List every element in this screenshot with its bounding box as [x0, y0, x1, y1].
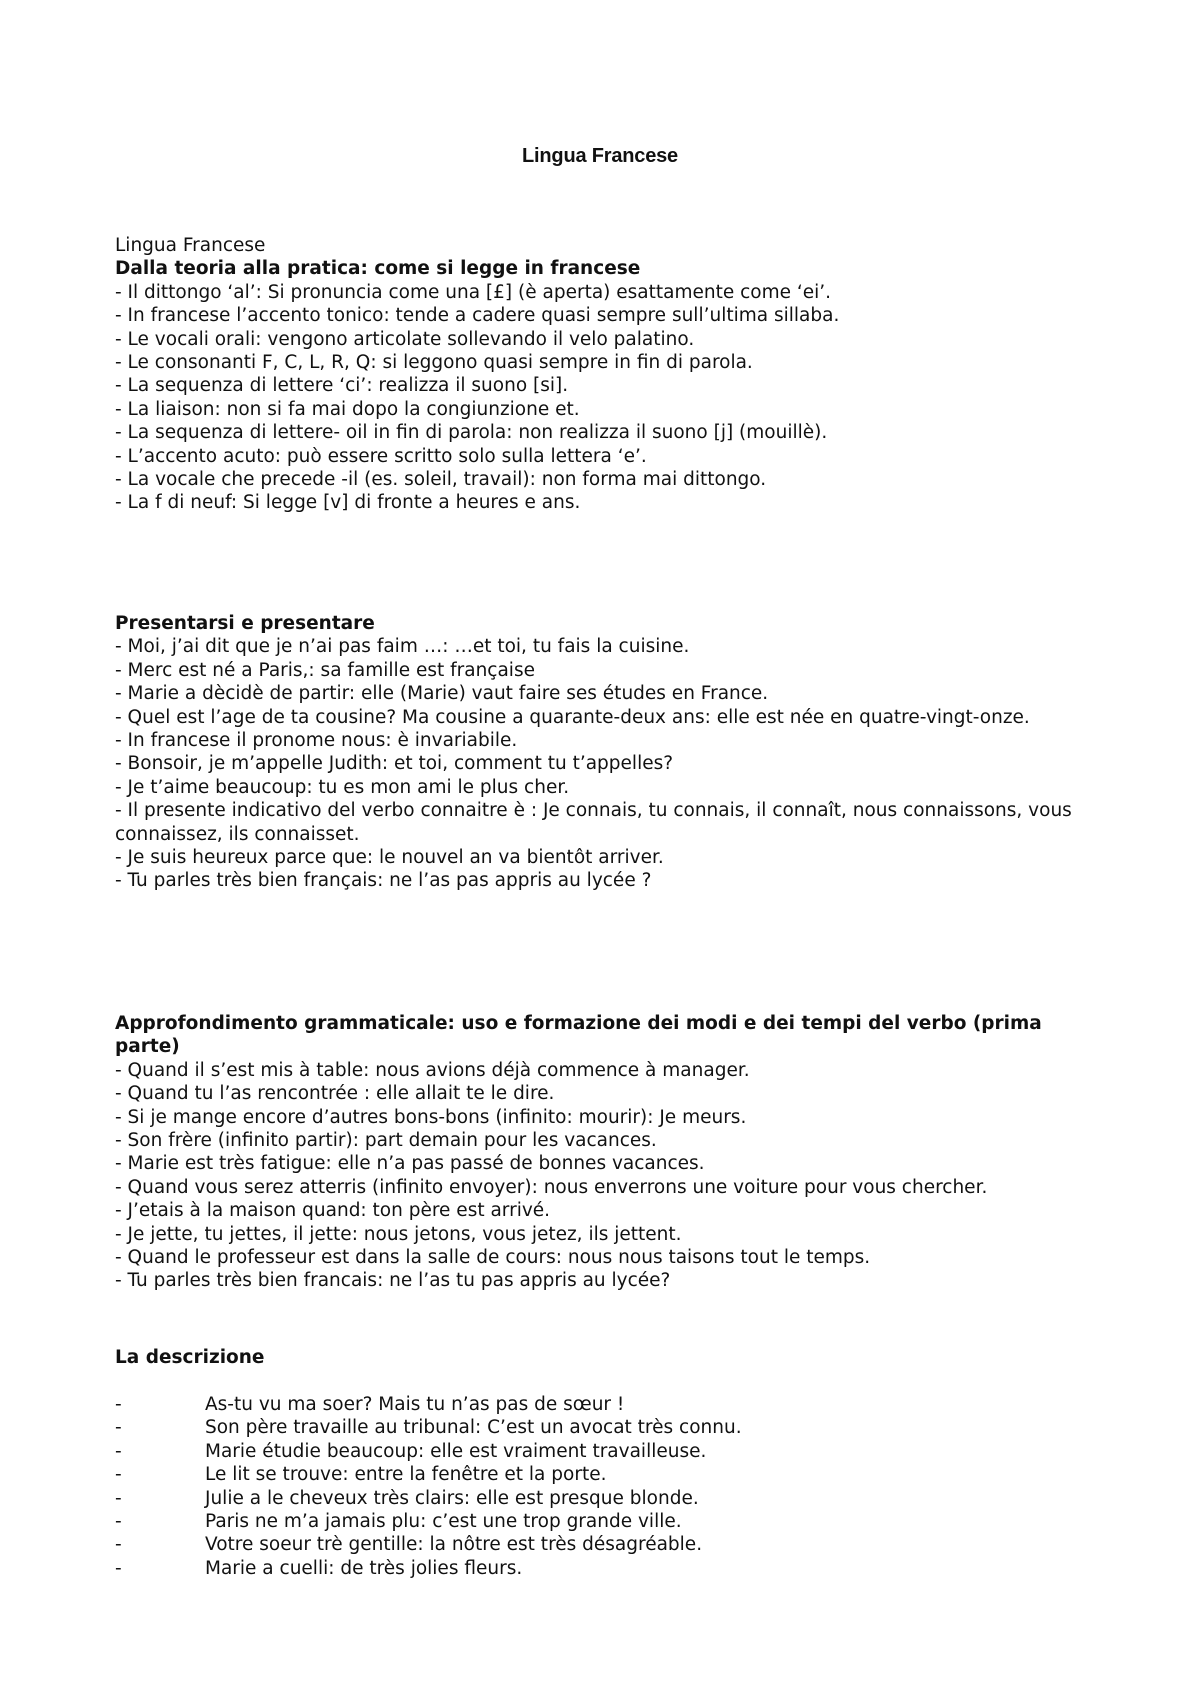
list-item: - Il dittongo ‘al’: Si pronuncia come una [£] (è aperta) esattamente come ‘ei’. — [115, 281, 832, 303]
list-item — [115, 1463, 1105, 1486]
list-item — [115, 1393, 1105, 1416]
list-item: - Je jette, tu jettes, il jette: nous jetons, vous jetez, ils jettent. — [115, 1223, 682, 1245]
list-item: - Marie est très fatigue: elle n’a pas passé de bonnes vacances. — [115, 1153, 705, 1175]
section-heading: Dalla teoria alla pratica: come si legge in francese — [115, 258, 641, 280]
section-grammar — [115, 1012, 1075, 1293]
list-item — [115, 1487, 1105, 1510]
list-item: - Quand le professeur est dans la salle de cours: nous nous taisons tout le temps. — [115, 1247, 871, 1269]
list-item-text: As-tu vu ma soer? Mais tu n’as pas de sœur ! — [205, 1394, 625, 1415]
section-heading: Approfondimento grammaticale: uso e formazione dei modi e dei tempi del verbo (prima parte) — [115, 1013, 1042, 1058]
section-presentations — [115, 612, 1075, 893]
description-list — [115, 1393, 1105, 1580]
list-item: - Il presente indicativo del verbo connaitre è : Je connais, tu connais, il connaît, nous connaissons, vous connaissez, ils connaisset. — [115, 800, 1072, 845]
list-item-text: Paris ne m’a jamais plu: c’est une trop grande ville. — [205, 1510, 682, 1532]
list-dash: - — [115, 1464, 122, 1486]
list-item: - Marie a dècidè de partir: elle (Marie) vaut faire ses études en France. — [115, 683, 769, 705]
list-item: - J’etais à la maison quand: ton père est arrivé. — [115, 1200, 551, 1222]
list-item-text: Marie étudie beaucoup: elle est vraiment travailleuse. — [205, 1440, 707, 1462]
list-item: - Quel est l’age de ta cousine? Ma cousine a quarante-deux ans: elle est née en quatre-vingt-onze. — [115, 706, 1030, 728]
list-item: - La vocale che precede -il (es. soleil, travail): non forma mai dittongo. — [115, 469, 767, 491]
list-dash: - — [115, 1510, 122, 1532]
list-item: - La liaison: non si fa mai dopo la congiunzione et. — [115, 398, 580, 420]
list-dash: - — [115, 1487, 122, 1509]
list-item: - Si je mange encore d’autres bons-bons (infinito: mourir): Je meurs. — [115, 1106, 747, 1128]
list-item: - Merc est né a Paris,: sa famille est française — [115, 659, 535, 681]
section-reading-rules — [115, 234, 1105, 515]
list-item-text: Julie a le cheveux très clairs: elle est presque blonde. — [205, 1487, 699, 1509]
page-title: Lingua Francese — [522, 145, 678, 167]
list-item: - Son frère (infinito partir): part demain pour les vacances. — [115, 1130, 657, 1152]
list-item: - Tu parles très bien francais: ne l’as tu pas appris au lycée? — [115, 1270, 671, 1292]
list-item — [115, 1510, 1105, 1533]
section-description — [115, 1346, 1105, 1369]
section-heading: Presentarsi e presentare — [115, 613, 375, 634]
section-pre-label: Lingua Francese — [115, 235, 266, 256]
section-heading: La descrizione — [115, 1347, 265, 1368]
list-item: - In francese l’accento tonico: tende a cadere quasi sempre sull’ultima sillaba. — [115, 305, 840, 327]
list-dash: - — [115, 1394, 122, 1415]
list-item-text: Marie a cuelli: de très jolies fleurs. — [205, 1557, 523, 1579]
list-item-text: Son père travaille au tribunal: C’est un avocat très connu. — [205, 1417, 742, 1439]
list-item: - Tu parles très bien français: ne l’as pas appris au lycée ? — [115, 870, 652, 892]
list-dash: - — [115, 1417, 122, 1439]
list-item: - Quand il s’est mis à table: nous avions déjà commence à manager. — [115, 1059, 750, 1081]
list-item: - Je suis heureux parce que: le nouvel an va bientôt arriver. — [115, 847, 664, 869]
list-item: - In francese il pronome nous: è invariabile. — [115, 730, 518, 752]
list-item: - Quand vous serez atterris (infinito envoyer): nous enverrons une voiture pour vous chercher. — [115, 1176, 988, 1198]
list-item — [115, 1557, 1105, 1580]
list-dash: - — [115, 1440, 122, 1462]
list-item — [115, 1440, 1105, 1463]
list-item: - L’accento acuto: può essere scritto solo sulla lettera ‘e’. — [115, 445, 647, 467]
list-item: - Quand tu l’as rencontrée : elle allait te le dire. — [115, 1083, 555, 1105]
list-item — [115, 1416, 1105, 1439]
list-item: - La f di neuf: Si legge [v] di fronte a heures e ans. — [115, 492, 581, 514]
list-item: - Le consonanti F, C, L, R, Q: si leggono quasi sempre in fin di parola. — [115, 352, 753, 374]
list-dash: - — [115, 1557, 122, 1579]
list-item: - La sequenza di lettere- oil in fin di parola: non realizza il suono [j] (mouillè). — [115, 422, 828, 444]
list-item-text: Le lit se trouve: entre la fenêtre et la porte. — [205, 1464, 607, 1486]
list-item: - Bonsoir, je m’appelle Judith: et toi, comment tu t’appelles? — [115, 753, 674, 775]
list-item: - Moi, j’ai dit que je n’ai pas faim …: …et toi, tu fais la cuisine. — [115, 636, 690, 658]
list-item: - Le vocali orali: vengono articolate sollevando il velo palatino. — [115, 328, 695, 350]
list-item: - La sequenza di lettere ‘ci’: realizza il suono [si]. — [115, 375, 569, 397]
list-dash: - — [115, 1534, 122, 1556]
list-item — [115, 1533, 1105, 1556]
list-item: - Je t’aime beaucoup: tu es mon ami le plus cher. — [115, 776, 570, 798]
list-item-text: Votre soeur trè gentille: la nôtre est très désagréable. — [205, 1534, 703, 1556]
